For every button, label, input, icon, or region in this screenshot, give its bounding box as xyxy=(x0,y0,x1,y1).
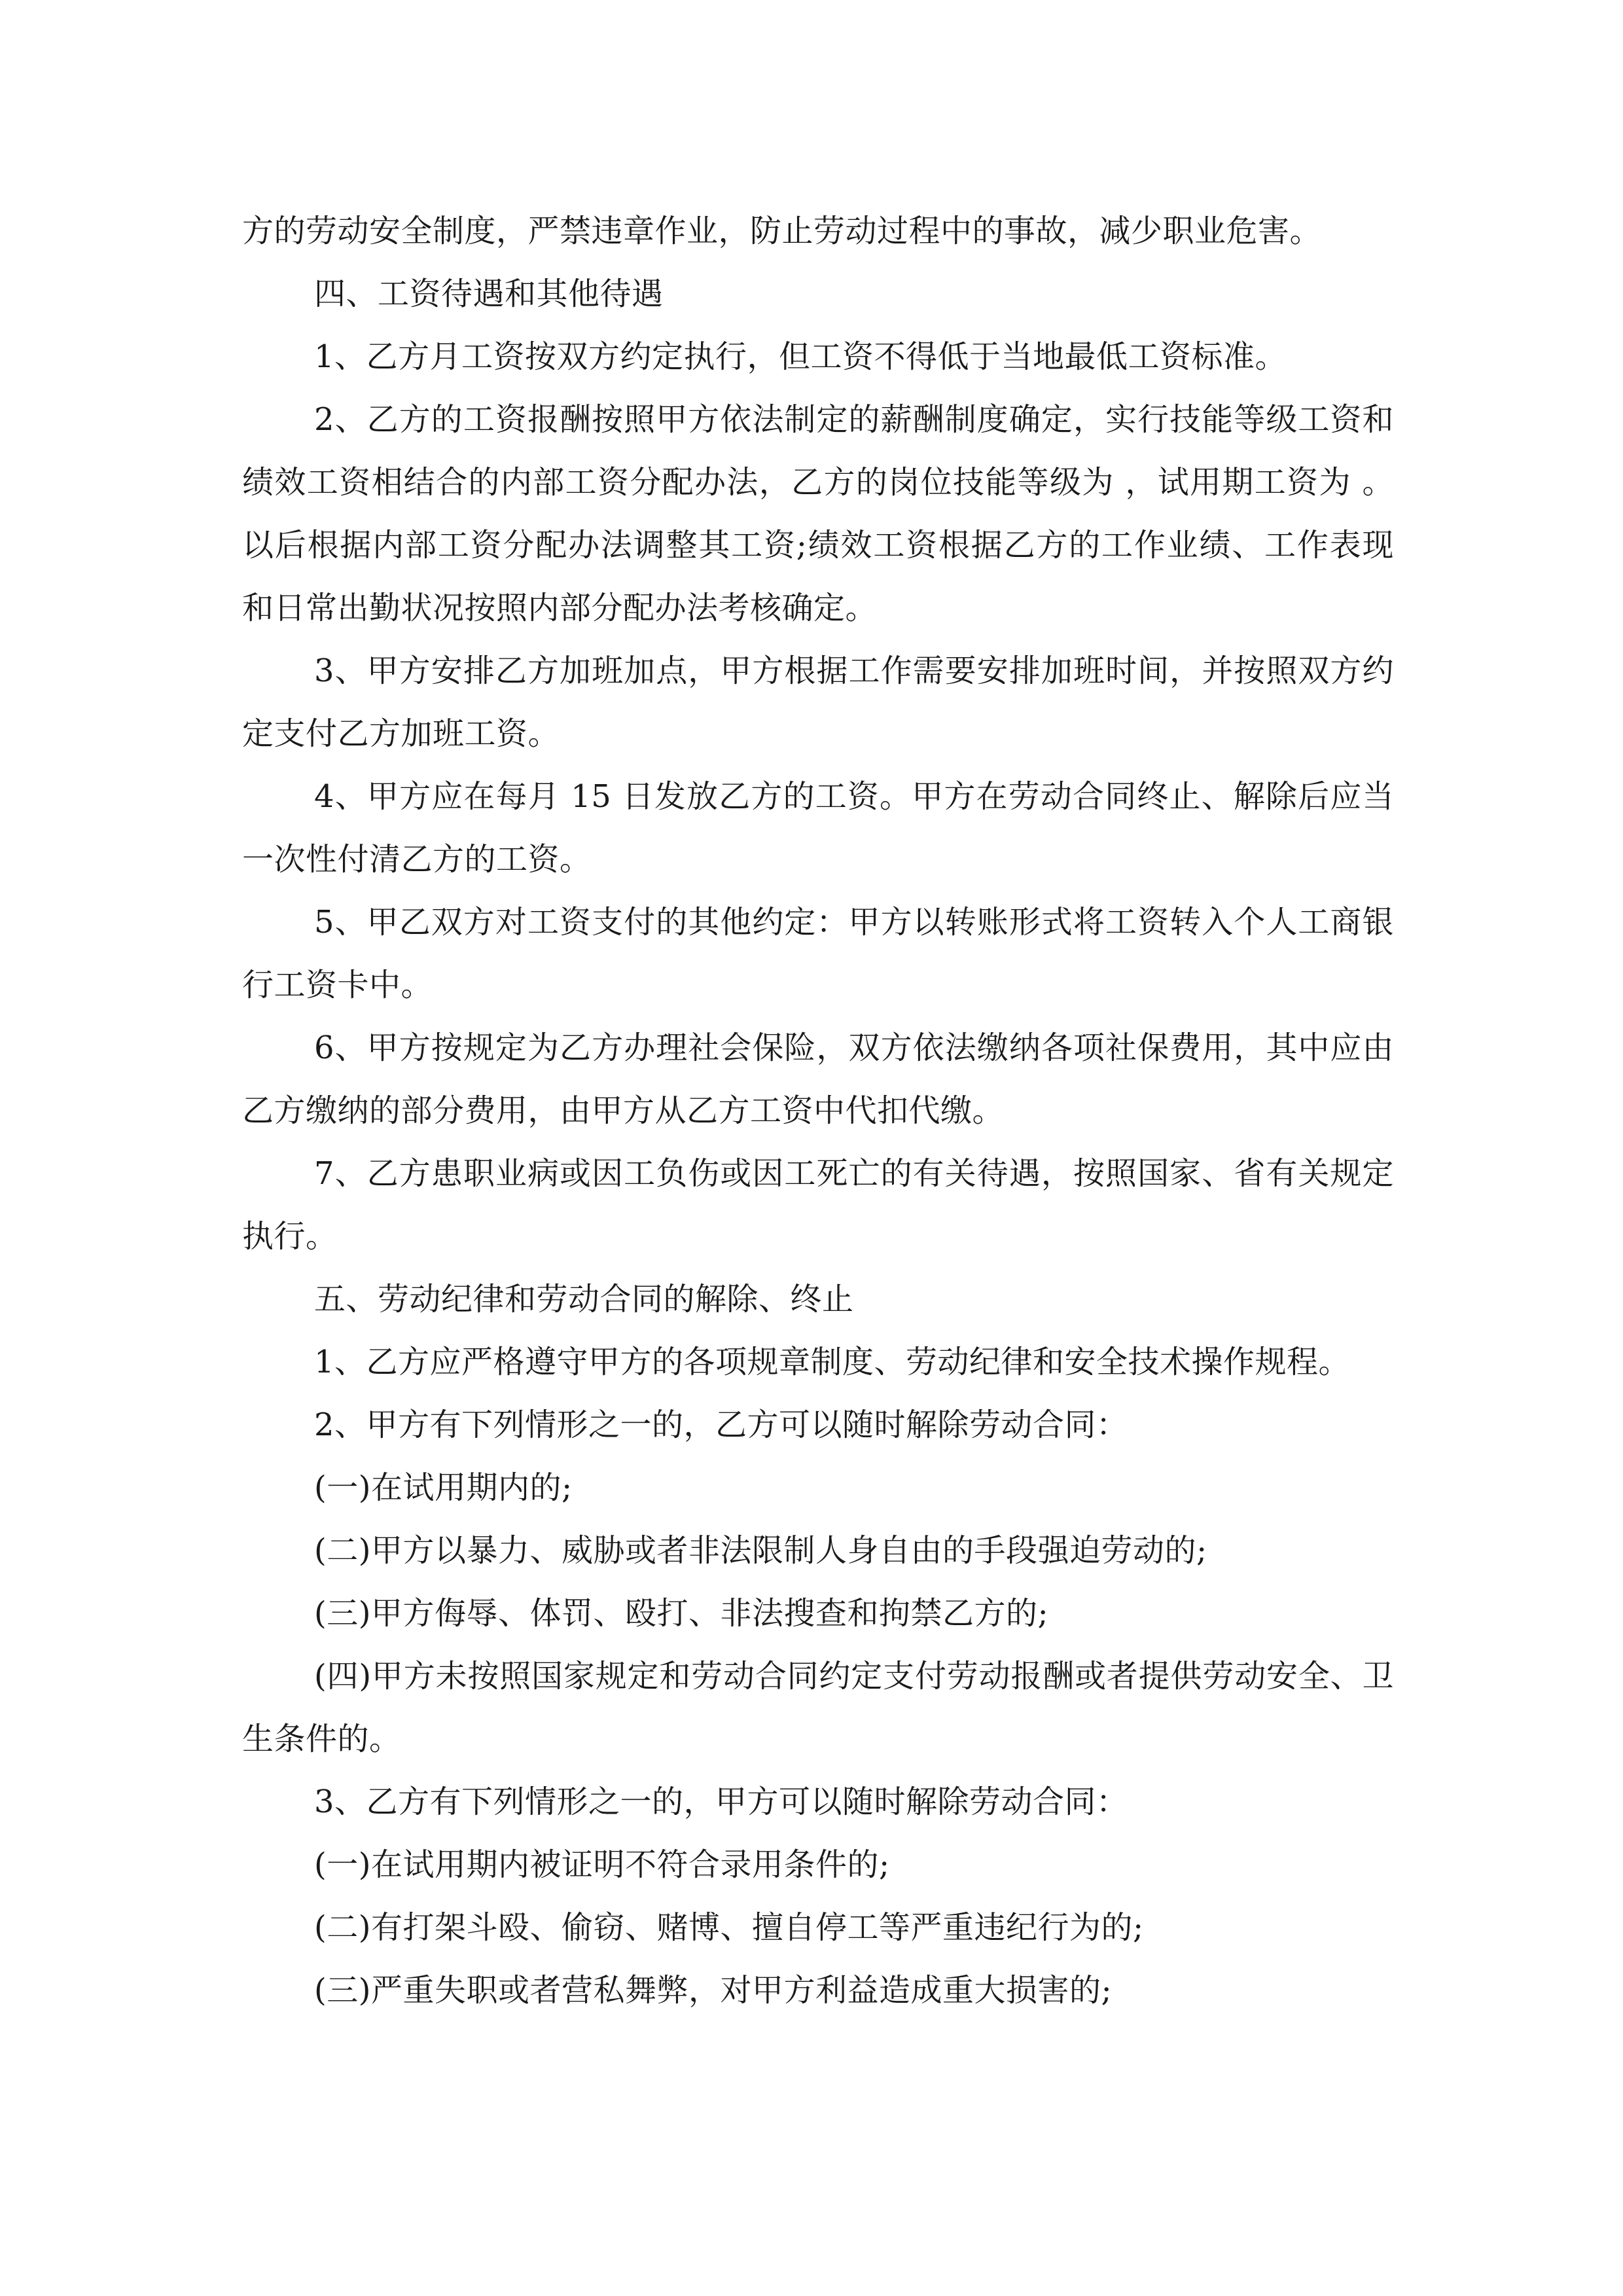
paragraph: 2、乙方的工资报酬按照甲方依法制定的薪酬制度确定，实行技能等级工资和绩效工资相结合的内部工资分配办法，乙方的岗位技能等级为 ，试用期工资为 。以后根据内部工资分配办法调整其工资;绩效工资根据乙方的工作业绩、工作表现和日常出勤状况按照内部分配办法考核确定。 xyxy=(242,401,1394,626)
paragraph: 1、乙方月工资按双方约定执行，但工资不得低于当地最低工资标准。 xyxy=(314,338,1287,375)
list-item: (一)在试用期内的; xyxy=(314,1469,573,1506)
list-item: (四)甲方未按照国家规定和劳动合同约定支付劳动报酬或者提供劳动安全、卫生条件的。 xyxy=(242,1658,1394,1757)
paragraph: 5、甲乙双方对工资支付的其他约定：甲方以转账形式将工资转入个人工商银行工资卡中。 xyxy=(242,904,1394,1003)
paragraph: 2、甲方有下列情形之一的，乙方可以随时解除劳动合同： xyxy=(314,1407,1128,1443)
section-heading: 四、工资待遇和其他待遇 xyxy=(314,276,664,312)
document-body xyxy=(242,200,1394,2022)
list-item: (三)严重失职或者营私舞弊，对甲方利益造成重大损害的; xyxy=(314,1972,1113,2009)
list-item: (三)甲方侮辱、体罚、殴打、非法搜查和拘禁乙方的; xyxy=(314,1595,1049,1632)
list-item: (二)有打架斗殴、偷窃、赌博、擅自停工等严重违纪行为的; xyxy=(314,1909,1144,1946)
paragraph: 4、甲方应在每月 15 日发放乙方的工资。甲方在劳动合同终止、解除后应当一次性付清乙方的工资。 xyxy=(242,778,1394,878)
paragraph: 3、乙方有下列情形之一的，甲方可以随时解除劳动合同： xyxy=(314,1784,1128,1820)
paragraph: 1、乙方应严格遵守甲方的各项规章制度、劳动纪律和安全技术操作规程。 xyxy=(314,1344,1351,1380)
paragraph: 7、乙方患职业病或因工负伤或因工死亡的有关待遇，按照国家、省有关规定执行。 xyxy=(242,1155,1394,1255)
paragraph: 方的劳动安全制度，严禁违章作业，防止劳动过程中的事故，减少职业危害。 xyxy=(242,213,1322,249)
section-heading: 五、劳动纪律和劳动合同的解除、终止 xyxy=(314,1281,854,1318)
paragraph: 3、甲方安排乙方加班加点，甲方根据工作需要安排加班时间，并按照双方约定支付乙方加班工资。 xyxy=(242,653,1394,752)
list-item: (一)在试用期内被证明不符合录用条件的; xyxy=(314,1846,890,1883)
paragraph: 6、甲方按规定为乙方办理社会保险，双方依法缴纳各项社保费用，其中应由乙方缴纳的部分费用，由甲方从乙方工资中代扣代缴。 xyxy=(242,1030,1394,1129)
list-item: (二)甲方以暴力、威胁或者非法限制人身自由的手段强迫劳动的; xyxy=(314,1532,1207,1569)
